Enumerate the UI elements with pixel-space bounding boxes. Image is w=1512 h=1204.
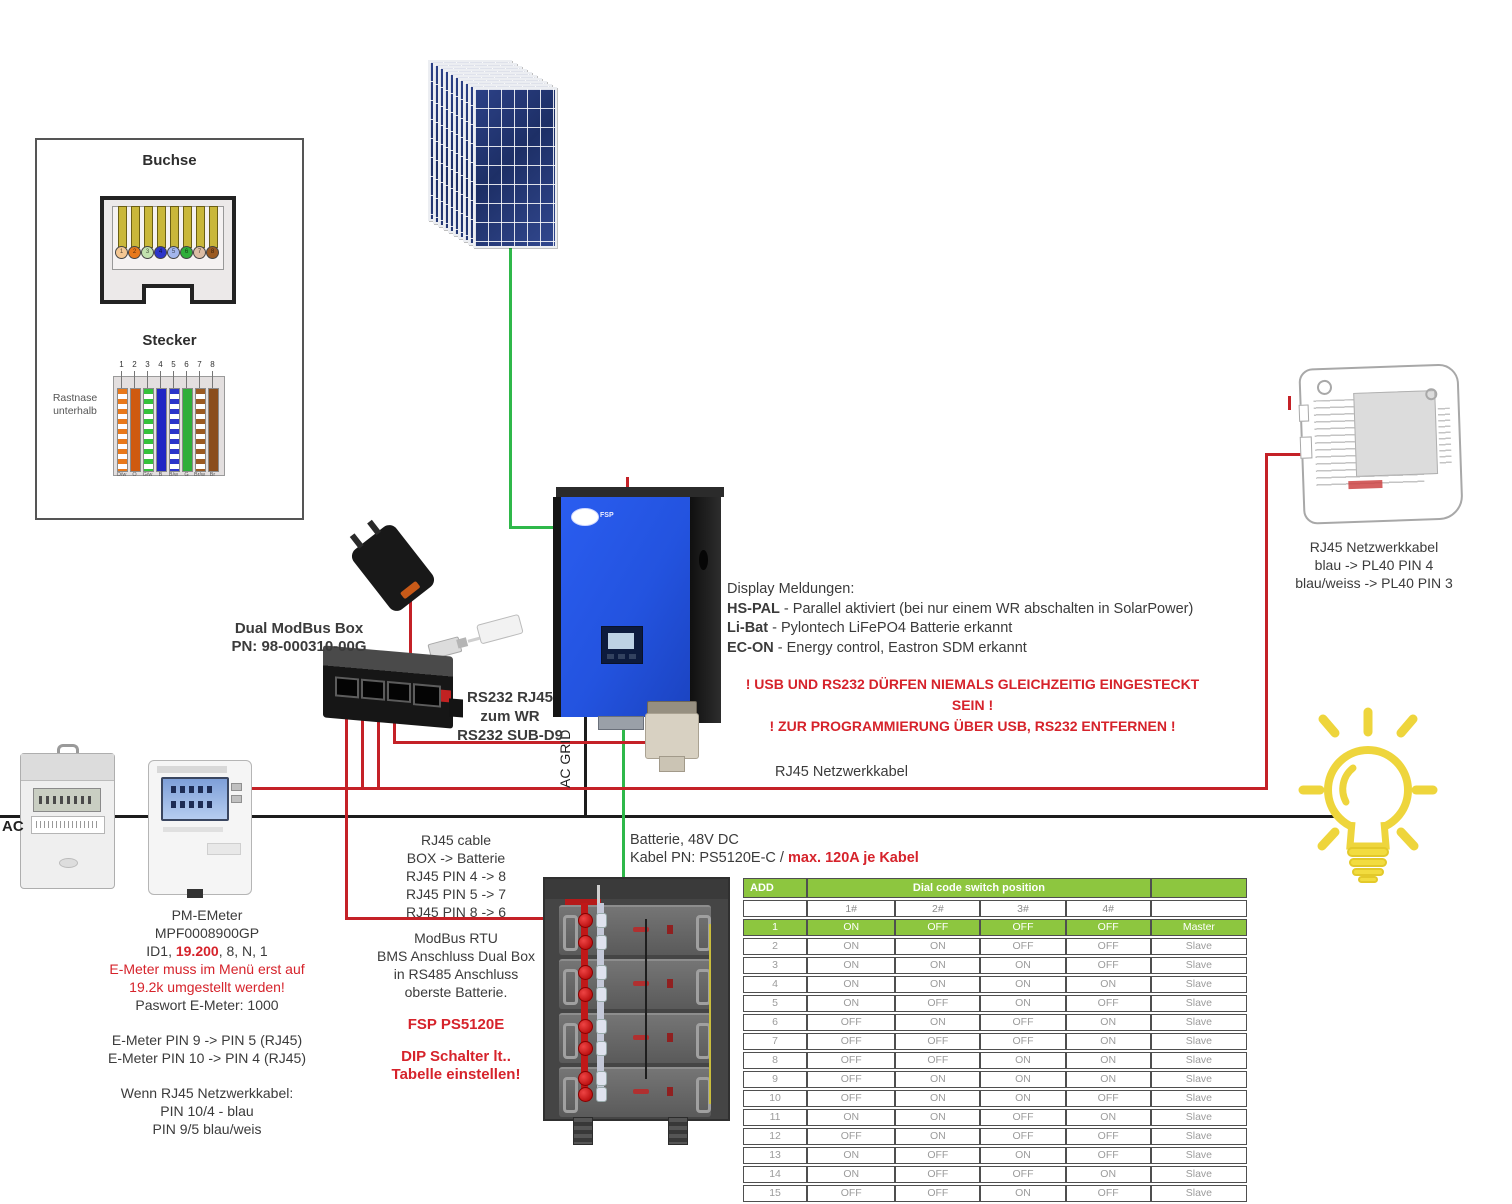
pl40-device <box>1298 363 1463 524</box>
jack-pin-dot: 8 <box>206 246 219 259</box>
plug-pin-number: 4 <box>158 360 163 369</box>
plug-wire-label: B/w <box>168 472 179 478</box>
rj45-cable-note: RJ45 cable BOX -> Batterie RJ45 PIN 4 -> 8 RJ45 PIN 5 -> 7 RJ45 PIN 8 -> 6 <box>406 832 506 920</box>
meter-barcode <box>36 821 98 828</box>
battery-cable-connector <box>578 1087 593 1102</box>
inverter-bottom-connector <box>598 716 644 730</box>
rj45-jack-notch <box>142 284 194 304</box>
dip-col-add: ADD <box>743 878 807 898</box>
pl40-port <box>1299 405 1310 422</box>
plug-pin-lead <box>212 371 213 388</box>
dip-table-row: 8 OFF OFF ON ON Slave <box>743 1052 1247 1069</box>
pl40-top-mark <box>1288 396 1291 410</box>
plug-wire <box>156 388 167 472</box>
dip-table-row: 2 ON ON OFF OFF Slave <box>743 938 1247 955</box>
emeter-header-strip <box>157 766 227 773</box>
battery-gray-connector <box>596 965 607 980</box>
battery-black-wire <box>645 919 647 1079</box>
jack-pin-dot: 2 <box>128 246 141 259</box>
plug-pin-lead <box>134 371 135 388</box>
battery-cable-connector <box>578 935 593 950</box>
rj45-jack-drawing <box>100 196 236 304</box>
box-to-battery-line-v <box>345 695 348 920</box>
emeter-note: PM-EMeter MPF0008900GP ID1, 19.200, 8, N, 1 E-Meter muss im Menü erst auf 19.2k umgestellt werden! Paswort E-Meter: 1000 E-Meter PIN 9 -> PIN 5 (RJ45) E-Meter PIN 10 -> PIN 4 (RJ45) Wenn RJ45 Netzwerkkabel: PIN 10/4 - blau PIN 9/5 blau/weis <box>107 907 306 1137</box>
inverter-button <box>629 654 636 659</box>
rj45-port <box>413 683 441 707</box>
rj45-jack-pins <box>110 206 224 262</box>
pl40-line-stub <box>1265 453 1303 456</box>
plug-pin-lead <box>160 371 161 388</box>
usb-plug-a-tip <box>456 637 468 648</box>
battery-cable-connector <box>578 965 593 980</box>
battery-gray-connector <box>596 913 607 928</box>
dip-table-row: 3 ON ON ON OFF Slave <box>743 957 1247 974</box>
plug-wire <box>182 388 193 472</box>
rs232-label: RS232 RJ45 zum WR RS232 SUB-D9 <box>457 689 563 744</box>
fsp-logo <box>571 508 599 526</box>
pl40-screw <box>1317 380 1333 396</box>
energy-meter <box>20 753 115 889</box>
plug-pin-lead <box>173 371 174 388</box>
modbus-box-label: Dual ModBus Box PN: 98-000310-00G <box>231 620 367 655</box>
jack-pin <box>183 206 192 248</box>
battery-cable-chain <box>545 879 728 1119</box>
usb-rs232-warning: ! USB UND RS232 DÜRFEN NIEMALS GLEICHZEITIG EINGESTECKT SEIN ! ! ZUR PROGRAMMIERUNG ÜBER USB, RS232 ENTFERNEN ! <box>745 676 1200 734</box>
plug-wire-label: Br/w <box>194 472 205 478</box>
solar-panel <box>473 87 557 248</box>
inverter-button <box>607 654 614 659</box>
inverter-ac-line <box>584 700 587 817</box>
fsp-logo-text: FSP <box>600 512 614 519</box>
dip-table-row: 13 ON OFF ON OFF Slave <box>743 1147 1247 1164</box>
battery-gray-connector <box>596 1041 607 1056</box>
pl40-label: RJ45 Netzwerkkabel blau -> PL40 PIN 4 blau/weiss -> PL40 PIN 3 <box>1295 539 1453 591</box>
buchse-title: Buchse <box>142 152 197 169</box>
dip-table-row: 12 OFF ON OFF OFF Slave <box>743 1128 1247 1145</box>
battery-cable-connector <box>578 987 593 1002</box>
meter-lcd <box>33 788 101 812</box>
dip-switch-table <box>743 876 1247 1204</box>
dip-table-row: 11 ON ON OFF ON Slave <box>743 1109 1247 1126</box>
pv-dc-line-vertical <box>509 243 512 528</box>
adapter-usb-port <box>400 581 421 600</box>
jack-pin-dot: 5 <box>167 246 180 259</box>
jack-pin <box>157 206 166 248</box>
emeter-button <box>231 783 242 791</box>
usb-cord <box>468 637 480 643</box>
jack-pin <box>118 206 127 248</box>
inverter-button <box>618 654 625 659</box>
dip-table-row: 6 OFF ON OFF ON Slave <box>743 1014 1247 1031</box>
plug-wire-label: O/w <box>116 472 127 478</box>
plug-wire-label: G/w <box>142 472 153 478</box>
inverter-display <box>601 626 643 664</box>
meter-window <box>59 858 78 868</box>
plug-pin-number: 5 <box>171 360 176 369</box>
plug-wire <box>143 388 154 472</box>
plug-wire-label: G <box>184 472 189 478</box>
dip-col-role <box>1151 878 1247 898</box>
battery-cable-connector <box>578 1071 593 1086</box>
battery-cable-connector <box>578 1019 593 1034</box>
battery-foot <box>573 1117 593 1145</box>
jack-pin-dot: 3 <box>141 246 154 259</box>
dip-table-header <box>743 878 1247 898</box>
rj45-plug-wires <box>113 360 225 485</box>
plug-pin-lead <box>147 371 148 388</box>
pl40-logo <box>1348 480 1382 489</box>
plug-pin-lead <box>199 371 200 388</box>
emeter-text-line <box>163 827 223 832</box>
rj45-network-line <box>250 787 1268 790</box>
light-bulb-icon <box>1298 702 1438 892</box>
display-meldungen: Display Meldungen: HS-PAL - Parallel aktiviert (bei nur einem WR abschalten in SolarPower) Li-Bat - Pylontech LiFePO4 Batterie erkannt EC-ON - Energy control, Eastron SDM erkannt <box>727 581 1194 656</box>
dip-table-row: 15 OFF OFF ON OFF Slave <box>743 1185 1247 1202</box>
plug-pin-number: 7 <box>197 360 202 369</box>
jack-pin-dot: 6 <box>180 246 193 259</box>
battery-yellow-wire <box>709 924 711 1104</box>
stecker-title: Stecker <box>142 332 197 349</box>
jack-pin-dot: 1 <box>115 246 128 259</box>
battery-rack <box>543 877 730 1121</box>
dip-table-row: 4 ON ON ON ON Slave <box>743 976 1247 993</box>
adapter-prong <box>367 520 381 536</box>
battery-cable-connector <box>578 913 593 928</box>
battery-gray-connector <box>596 1087 607 1102</box>
rastnase-label: Rastnase unterhalb <box>52 392 98 417</box>
rj45-port <box>361 679 385 701</box>
plug-wire-label: Br <box>209 472 216 478</box>
dip-table-row: 9 OFF ON ON ON Slave <box>743 1071 1247 1088</box>
plug-pin-lead <box>186 371 187 388</box>
plug-pin-number: 2 <box>132 360 137 369</box>
meter-lcd-digits <box>39 796 93 804</box>
emeter-small-label <box>207 843 241 855</box>
plug-pin-number: 1 <box>119 360 124 369</box>
emeter-button <box>231 795 242 803</box>
pm-emeter-device <box>148 760 252 895</box>
solar-panels <box>428 60 563 255</box>
dip-table-subheader: 1# 2# 3# 4# <box>743 900 1247 917</box>
emeter-lcd-row2 <box>171 801 213 808</box>
jack-pin <box>131 206 140 248</box>
jack-pin-dot: 7 <box>193 246 206 259</box>
inverter-side-handle <box>699 550 708 570</box>
pl40-panel <box>1353 390 1438 477</box>
dip-table-row: 5 ON OFF ON OFF Slave <box>743 995 1247 1012</box>
meter-label-strip <box>31 816 105 834</box>
db9-connector-tail <box>659 756 685 772</box>
rj45-port <box>387 681 411 703</box>
jack-pin <box>209 206 218 248</box>
meter-top-strip <box>21 754 114 781</box>
pl40-port <box>1300 436 1313 458</box>
plug-pin-number: 8 <box>210 360 215 369</box>
emeter-lcd <box>161 777 229 821</box>
modbus-rtu-note: ModBus RTU BMS Anschluss Dual Box in RS485 Anschluss oberste Batterie. <box>377 930 535 1000</box>
battery-gray-connector <box>596 1071 607 1086</box>
plug-wire <box>169 388 180 472</box>
rj45-port <box>335 676 359 698</box>
battery-foot <box>668 1117 688 1145</box>
adapter-body <box>348 521 437 614</box>
plug-pin-number: 6 <box>184 360 189 369</box>
dip-table-row: 7 OFF OFF OFF ON Slave <box>743 1033 1247 1050</box>
fsp-model-label: FSP PS5120E <box>407 1016 505 1033</box>
plug-wire-label: O <box>132 472 137 478</box>
pl40-vents-right <box>1438 408 1452 466</box>
usb-power-adapter <box>348 514 444 610</box>
plug-wire <box>208 388 219 472</box>
battery-gray-connector <box>596 1019 607 1034</box>
plug-wire-label: B <box>158 472 163 478</box>
usb-plug-b <box>476 614 524 645</box>
plug-wire <box>117 388 128 472</box>
battery-gray-connector <box>596 987 607 1002</box>
jack-pin <box>170 206 179 248</box>
battery-cable-connector <box>578 1041 593 1056</box>
pl40-screw <box>1425 388 1437 400</box>
dip-table-row: 10 OFF ON ON OFF Slave <box>743 1090 1247 1107</box>
pinout-panel <box>35 138 304 520</box>
emeter-bottom-tab <box>187 889 203 898</box>
dip-table-row: 14 ON OFF OFF ON Slave <box>743 1166 1247 1183</box>
dual-modbus-box <box>323 645 453 728</box>
inverter-body <box>561 497 690 717</box>
battery-label: Batterie, 48V DC Kabel PN: PS5120E-C / max. 120A je Kabel <box>630 832 919 866</box>
plug-wire <box>130 388 141 472</box>
inverter-bracket <box>556 487 724 497</box>
ac-label: AC <box>2 818 24 835</box>
jack-pin-dot: 4 <box>154 246 167 259</box>
dip-table-body <box>743 919 1247 1202</box>
pv-dc-line-horizontal <box>509 526 557 529</box>
battery-gray-connector <box>596 935 607 950</box>
ac-grid-label: AC GRID <box>557 729 573 788</box>
plug-pin-lead <box>121 371 122 388</box>
emeter-lcd-row1 <box>171 786 213 793</box>
rj45-network-label: RJ45 Netzwerkkabel <box>775 764 908 780</box>
dip-col-title: Dial code switch position <box>807 878 1151 898</box>
dip-note: DIP Schalter lt.. Tabelle einstellen! <box>391 1048 521 1083</box>
inverter-display-screen <box>608 633 634 649</box>
jack-pin <box>144 206 153 248</box>
db9-connector-body <box>645 713 699 759</box>
pl40-line-v <box>1265 453 1268 790</box>
inverter-right-side <box>690 497 721 723</box>
jack-pin <box>196 206 205 248</box>
plug-wire <box>195 388 206 472</box>
inverter-left-side <box>553 497 561 717</box>
plug-pin-number: 3 <box>145 360 150 369</box>
adapter-prong <box>350 533 364 549</box>
dip-table-row: 1 ON OFF OFF OFF Master <box>743 919 1247 936</box>
